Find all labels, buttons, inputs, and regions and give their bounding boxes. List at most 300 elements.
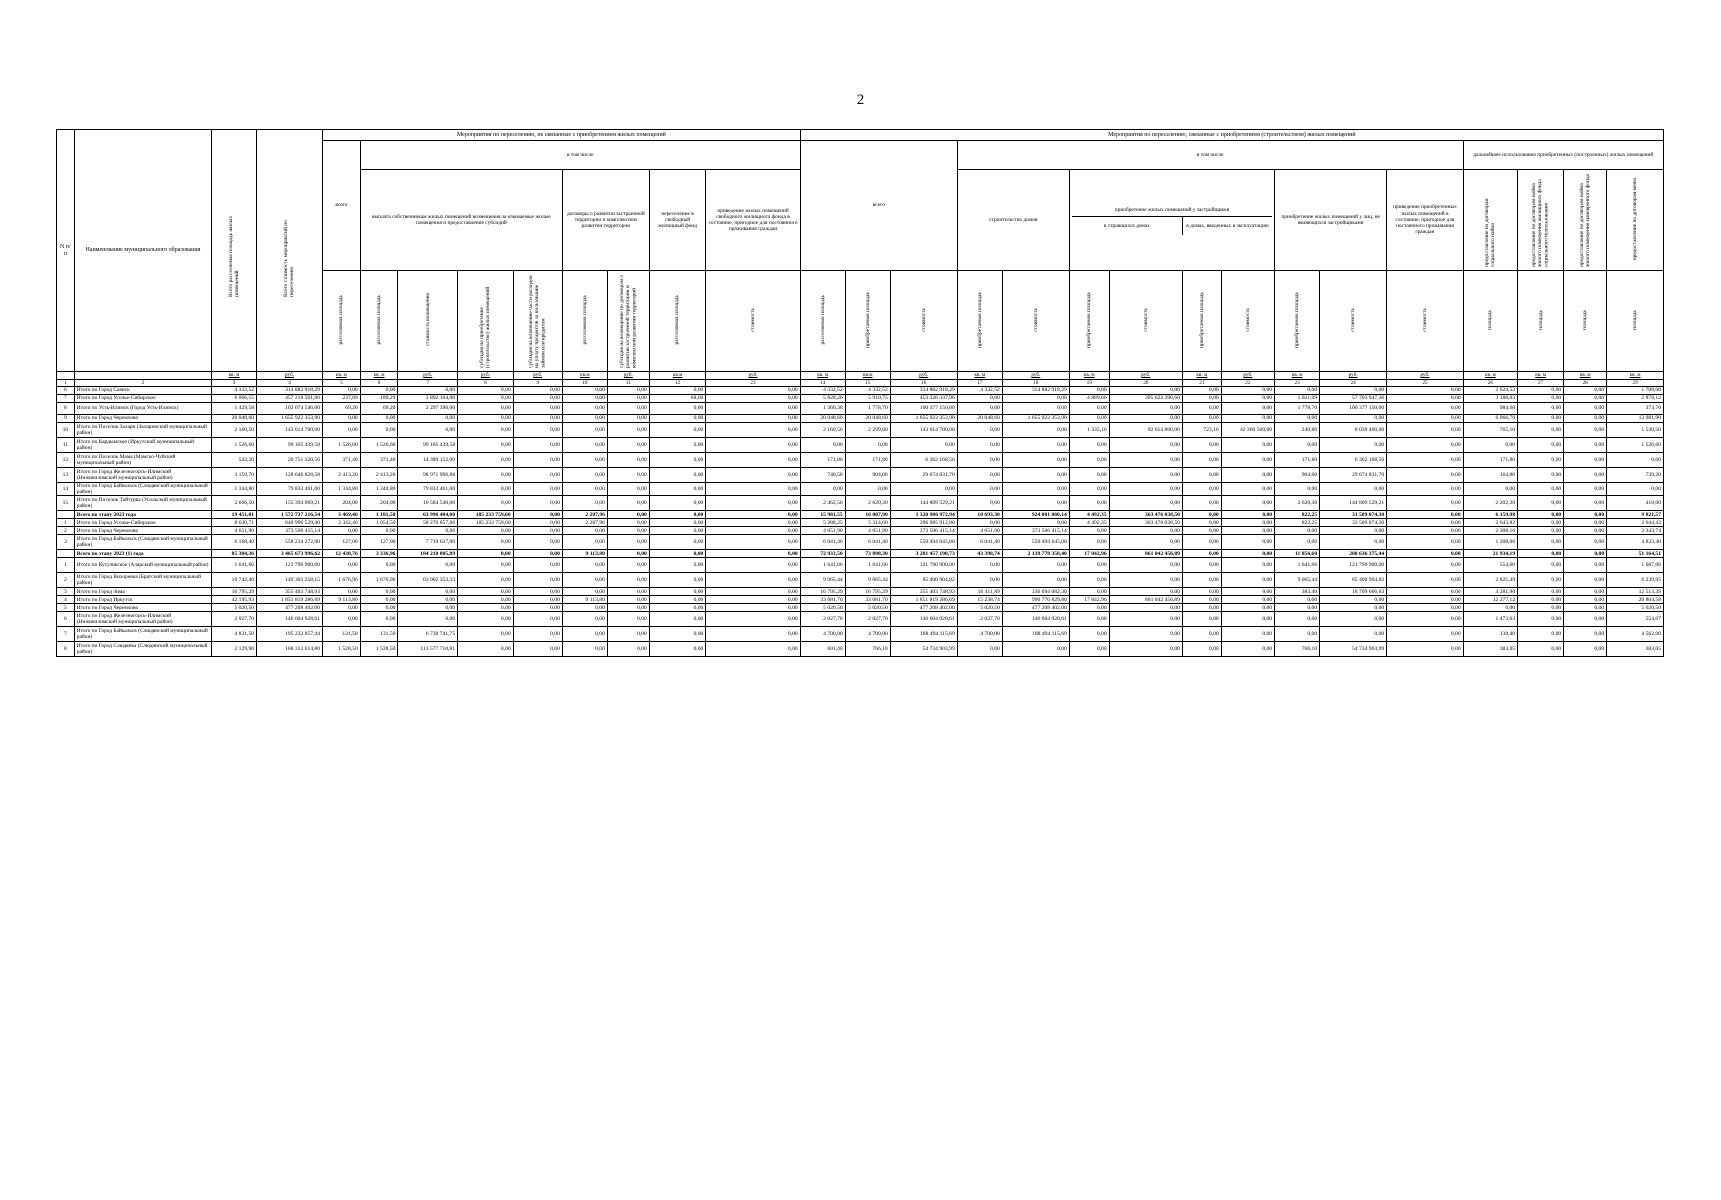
value-cell: 33 509 874,30: [1320, 511, 1387, 519]
value-cell: 113 577 710,81: [398, 642, 458, 657]
value-cell: 766,10: [845, 642, 890, 657]
value-cell: 0,00: [1387, 527, 1463, 535]
value-cell: 0,00: [1320, 527, 1387, 535]
value-cell: 0,00: [1564, 496, 1607, 511]
table-row: [57, 403, 1664, 415]
value-cell: 0,00: [1109, 387, 1182, 395]
value-cell: 1 344,80: [212, 483, 257, 496]
value-cell: 0,00: [1387, 468, 1463, 483]
value-cell: 395 622 390,60: [1109, 395, 1182, 403]
value-cell: 0,00: [1518, 415, 1564, 423]
value-cell: 6 159,98: [1463, 511, 1517, 519]
municipality-name-cell: Итого по Город Черемхово: [74, 415, 211, 423]
value-cell: 1 641,66: [1275, 558, 1320, 573]
value-cell: 0,00: [458, 604, 514, 612]
municipality-name-cell: Итого по Город Байкальск (Слюдянский муниципальный район): [74, 483, 211, 496]
value-cell: 0,00: [513, 387, 562, 395]
column-number-cell: 16: [890, 379, 957, 387]
value-cell: 144 809 529,21: [1320, 496, 1387, 511]
value-cell: 0,00: [706, 596, 800, 604]
value-cell: 0,00: [1387, 596, 1463, 604]
value-cell: 904,00: [845, 468, 890, 483]
value-cell: 0,00: [562, 627, 607, 642]
value-cell: 396 985 912,80: [890, 519, 957, 527]
value-cell: 0,00: [1221, 558, 1274, 573]
value-cell: 4 651,90: [957, 527, 1002, 535]
unit-cell: руб.: [1387, 372, 1463, 380]
value-cell: 0,00: [1564, 519, 1607, 527]
column-number-cell: 7: [398, 379, 458, 387]
row-number-cell: [57, 511, 75, 519]
value-cell: 0,00: [513, 415, 562, 423]
value-cell: 371,40: [323, 453, 361, 468]
municipality-name-cell: Итого по Кутуликское (Аларский муниципальный район): [74, 558, 211, 573]
value-cell: 550 494 645,00: [1002, 535, 1069, 550]
value-cell: 0,00: [1221, 415, 1274, 423]
table-row: [57, 519, 1664, 527]
column-number-cell: 3: [212, 379, 257, 387]
value-cell: 0,00: [1221, 387, 1274, 395]
value-cell: 0,00: [458, 453, 514, 468]
value-cell: 0,00: [706, 403, 800, 415]
value-cell: 0,00: [957, 573, 1002, 588]
value-cell: 2 462,50: [800, 496, 845, 511]
value-cell: 0,00: [800, 438, 845, 453]
unit-cell: кв. м: [360, 372, 398, 380]
value-cell: 0,00: [562, 483, 607, 496]
value-cell: 10 693,30: [957, 511, 1002, 519]
row-number-cell: 7: [57, 627, 75, 642]
value-cell: 0,00: [513, 642, 562, 657]
leaf-header-9: субсидия на возмещение части расходов на уплату процентов за пользование займом или кредитом: [513, 271, 562, 372]
value-cell: 0,00: [706, 395, 800, 403]
value-cell: 20 048,60: [957, 415, 1002, 423]
value-cell: 0,00: [1518, 558, 1564, 573]
group-header-commercial: предоставление по договорам найма жилого помещения жилищного фонда социального использования: [1518, 170, 1564, 271]
value-cell: 5 910,75: [845, 395, 890, 403]
value-cell: 0,00: [562, 403, 607, 415]
value-cell: 0,00: [706, 527, 800, 535]
column-number-cell: 10: [562, 379, 607, 387]
value-cell: 0,00: [398, 596, 458, 604]
group-header-acq-built: в домах, введенных в эксплуатацию: [1186, 222, 1269, 229]
value-cell: 0,00: [1069, 535, 1109, 550]
value-cell: 6 362 168,56: [890, 453, 957, 468]
value-cell: 984,68: [1463, 403, 1517, 415]
value-cell: 0,00: [360, 387, 398, 395]
table-row: [57, 535, 1664, 550]
value-cell: 0,00: [1564, 550, 1607, 558]
value-cell: 16 795,29: [800, 588, 845, 596]
row-number-cell: 6: [57, 387, 75, 395]
unit-cell: руб.: [607, 372, 649, 380]
value-cell: 0,00: [649, 415, 706, 423]
value-cell: 0,00: [1002, 453, 1069, 468]
value-cell: 57 703 947,36: [1320, 395, 1387, 403]
value-cell: 0,00: [1518, 468, 1564, 483]
value-cell: 0,00: [1564, 387, 1607, 395]
value-cell: 0,00: [1069, 483, 1109, 496]
section-header-not-acquisition: Мероприятия по переселению, не связанные с приобретением жилых помещений: [323, 130, 801, 141]
value-cell: 0,00: [398, 527, 458, 535]
value-cell: 0,00: [1564, 395, 1607, 403]
value-cell: 1 429,58: [212, 403, 257, 415]
value-cell: 0,00: [1320, 387, 1387, 395]
value-cell: 0,00: [1109, 496, 1182, 511]
value-cell: 0,00: [458, 468, 514, 483]
value-cell: 0,00: [706, 588, 800, 596]
value-cell: 16 007,90: [845, 511, 890, 519]
value-cell: 0,00: [800, 483, 845, 496]
resettlement-table: [56, 129, 1664, 657]
value-cell: 0,00: [1564, 596, 1607, 604]
leaf-header-21: приобретаемая площадь: [1182, 271, 1221, 372]
value-cell: 0,00: [562, 612, 607, 627]
value-cell: 188 494 115,69: [1002, 627, 1069, 642]
value-cell: 0,00: [1221, 527, 1274, 535]
value-cell: 0,00: [1564, 483, 1607, 496]
value-cell: 0,00: [1069, 627, 1109, 642]
value-cell: 4 332,52: [845, 387, 890, 395]
column-number-cell: 12: [649, 379, 706, 387]
value-cell: 1 708,00: [1607, 387, 1664, 395]
value-cell: 6 239,95: [1607, 573, 1664, 588]
value-cell: 0,00: [458, 558, 514, 573]
value-cell: 0,00: [607, 468, 649, 483]
value-cell: 29 674 831,70: [890, 468, 957, 483]
col-header-total-cost: Всего стоимость мероприятий по переселению: [257, 130, 323, 372]
value-cell: 9 065,44: [800, 573, 845, 588]
table-total-row: [57, 511, 1664, 519]
value-cell: 1 473,63: [1463, 612, 1517, 627]
value-cell: 0,00: [1564, 527, 1607, 535]
value-cell: 924 001 060,14: [1002, 511, 1069, 519]
value-cell: 0,00: [513, 519, 562, 527]
value-cell: 0,00: [1002, 558, 1069, 573]
value-cell: 371,40: [360, 453, 398, 468]
value-cell: 0,00: [1109, 558, 1182, 573]
value-cell: 0,00: [1275, 527, 1320, 535]
value-cell: 4 833,40: [1607, 535, 1664, 550]
value-cell: 0,00: [1221, 519, 1274, 527]
unit-cell: кв. м: [323, 372, 361, 380]
group-header-maneuver: предоставление по договорам найма жилого помещения маневренного фонда: [1564, 170, 1607, 271]
value-cell: 92 614 800,00: [1109, 423, 1182, 438]
value-cell: 0,00: [513, 535, 562, 550]
table-total-row: [57, 550, 1664, 558]
value-cell: 2 297 396,00: [398, 403, 458, 415]
table-row: [57, 496, 1664, 511]
value-cell: 0,00: [706, 453, 800, 468]
municipality-name-cell: Всего по этапу 2023 года: [74, 511, 211, 519]
value-cell: 0,00: [323, 415, 361, 423]
value-cell: 16 411,89: [957, 588, 1002, 596]
value-cell: 2 413,20: [323, 468, 361, 483]
value-cell: 3 892 164,00: [398, 395, 458, 403]
value-cell: 0,00: [649, 558, 706, 573]
value-cell: 20 048,60: [845, 415, 890, 423]
value-cell: 0,00: [562, 642, 607, 657]
value-cell: 2 202,30: [1463, 496, 1517, 511]
column-number-cell: 14: [800, 379, 845, 387]
value-cell: 54 734 903,99: [1320, 642, 1387, 657]
value-cell: 0,00: [1518, 604, 1564, 612]
value-cell: 0,00: [706, 573, 800, 588]
value-cell: 146 604 928,61: [890, 612, 957, 627]
value-cell: 0,00: [1387, 496, 1463, 511]
value-cell: 0,00: [607, 527, 649, 535]
value-cell: 143 014 700,00: [257, 423, 323, 438]
value-cell: 0,00: [458, 403, 514, 415]
value-cell: 15 981,55: [800, 511, 845, 519]
value-cell: 0,00: [1518, 573, 1564, 588]
value-cell: 0,00: [1275, 612, 1320, 627]
value-cell: 0,00: [649, 438, 706, 453]
value-cell: 0,00: [1069, 403, 1109, 415]
value-cell: 0,00: [1275, 596, 1320, 604]
value-cell: 314 882 918,29: [1002, 387, 1069, 395]
table-row: [57, 438, 1664, 453]
value-cell: 0,00: [513, 511, 562, 519]
value-cell: 69,20: [360, 403, 398, 415]
value-cell: 0,00: [1002, 395, 1069, 403]
value-cell: 0,00: [1221, 511, 1274, 519]
leaf-header-5: расселяемая площадь: [323, 271, 361, 372]
leaf-header-6: расселяемая площадь: [360, 271, 398, 372]
group-header-buyout: выплата собственникам жилых помещений возмещения за изымаемые жилые помещения и предоставление субсидий: [360, 170, 562, 271]
municipality-name-cell: Итого по Город Иркутск: [74, 596, 211, 604]
value-cell: 127,00: [323, 535, 361, 550]
row-number-cell: 9: [57, 415, 75, 423]
table-row: [57, 612, 1664, 627]
value-cell: 1 526,60: [360, 438, 398, 453]
unit-cell: кв.м: [562, 372, 607, 380]
value-cell: 2 624,52: [1463, 387, 1517, 395]
value-cell: 0,00: [1564, 468, 1607, 483]
value-cell: 0,00: [1221, 596, 1274, 604]
column-number-cell: 1: [57, 379, 75, 387]
value-cell: 0,00: [1002, 403, 1069, 415]
value-cell: 477 208 402,00: [1002, 604, 1069, 612]
value-cell: 42 360 500,00: [1221, 423, 1274, 438]
value-cell: 0,00: [458, 627, 514, 642]
value-cell: 0,00: [1221, 588, 1274, 596]
column-number-cell: 6: [360, 379, 398, 387]
municipality-name-cell: Итого по Город Байкальск (Слюдянский муниципальный район): [74, 627, 211, 642]
value-cell: 861 042 456,89: [1109, 550, 1182, 558]
value-cell: 373,70: [1607, 403, 1664, 415]
value-cell: 5 020,50: [957, 604, 1002, 612]
row-number-cell: 6: [57, 612, 75, 627]
value-cell: 0,00: [1182, 612, 1221, 627]
value-cell: 0,00: [957, 403, 1002, 415]
value-cell: 0,00: [1069, 438, 1109, 453]
value-cell: 0,00: [513, 468, 562, 483]
value-cell: 0,00: [607, 573, 649, 588]
leaf-header-11: субсидия на возмещение по договорам о развитии застроенной территории и комплексном развитии территорий: [607, 271, 649, 372]
value-cell: 0,00: [1182, 403, 1221, 415]
municipality-name-cell: Итого по Поселок Тайтурка (Усольский муниципальный район): [74, 496, 211, 511]
value-cell: 0,00: [1221, 468, 1274, 483]
value-cell: 0,00: [1221, 573, 1274, 588]
group-header-bringing-acquired: приведение приобретенных жилых помещений в состояние, пригодное для постоянного проживания граждан: [1387, 170, 1463, 271]
value-cell: 0,00: [458, 423, 514, 438]
unit-cell: кв. м: [800, 372, 845, 380]
value-cell: 0,00: [1387, 415, 1463, 423]
leaf-header-27: площадь: [1518, 271, 1564, 372]
value-cell: 1 778,70: [1275, 403, 1320, 415]
value-cell: 144 809 529,21: [890, 496, 957, 511]
unit-cell: руб.: [1002, 372, 1069, 380]
value-cell: 640 996 529,40: [257, 519, 323, 527]
value-cell: 4 562,00: [1607, 627, 1664, 642]
value-cell: 5 020,50: [212, 604, 257, 612]
value-cell: 20 048,60: [212, 415, 257, 423]
value-cell: 171,80: [845, 453, 890, 468]
value-cell: 0,00: [513, 627, 562, 642]
value-cell: 0,00: [562, 453, 607, 468]
leaf-header-19: приобретаемая площадь: [1069, 271, 1109, 372]
value-cell: 0,00: [398, 387, 458, 395]
value-cell: 2 643,82: [1463, 519, 1517, 527]
value-cell: 0,00: [1069, 604, 1109, 612]
municipality-name-cell: Итого по Город Черемхово: [74, 527, 211, 535]
value-cell: 0,00: [513, 453, 562, 468]
value-cell: 0,00: [1002, 438, 1069, 453]
value-cell: 861 042 456,89: [1109, 596, 1182, 604]
group-header-acquisition-split: [1072, 217, 1272, 235]
value-cell: 1 528,50: [323, 642, 361, 657]
column-number-cell: 15: [845, 379, 890, 387]
unit-cell: [74, 372, 211, 380]
value-cell: 5 288,25: [800, 519, 845, 527]
value-cell: 0,00: [458, 588, 514, 596]
column-number-cell: 4: [257, 379, 323, 387]
value-cell: 0,00: [706, 550, 800, 558]
value-cell: 12 513,39: [1607, 588, 1664, 596]
value-cell: 0,00: [649, 604, 706, 612]
value-cell: 0,00: [1518, 588, 1564, 596]
value-cell: 4 700,00: [800, 627, 845, 642]
value-cell: 0,00: [607, 604, 649, 612]
value-cell: 0,00: [1002, 483, 1069, 496]
value-cell: 5 828,26: [800, 395, 845, 403]
row-number-cell: 4: [57, 596, 75, 604]
group-header-acq-building: в строящихся домах: [1072, 217, 1183, 235]
unit-cell: руб.: [706, 372, 800, 380]
value-cell: 0,00: [323, 588, 361, 596]
value-cell: 14 389 152,00: [398, 453, 458, 468]
column-number-cell: 29: [1607, 379, 1664, 387]
value-cell: 6 041,40: [800, 535, 845, 550]
row-number-cell: 15: [57, 496, 75, 511]
value-cell: 0,00: [1069, 415, 1109, 423]
value-cell: 0,00: [1221, 642, 1274, 657]
value-cell: 0,00: [1275, 387, 1320, 395]
value-cell: 2 299,00: [845, 423, 890, 438]
group-header-bringing: приведение жилых помещений свободного жилищного фонда в состояние, пригодное для постоянного проживания граждан: [706, 170, 800, 271]
value-cell: 100 377 150,00: [890, 403, 957, 415]
value-cell: 0,00: [706, 627, 800, 642]
value-cell: 0,00: [607, 642, 649, 657]
unit-cell: кв.м: [649, 372, 706, 380]
value-cell: 0,00: [458, 438, 514, 453]
value-cell: 17 842,96: [1069, 596, 1109, 604]
leaf-header-16: стоимость: [890, 271, 957, 372]
value-cell: 189,29: [360, 395, 398, 403]
value-cell: 0,00: [1320, 438, 1387, 453]
value-cell: 0,00: [1275, 438, 1320, 453]
value-cell: 121 790 900,00: [1320, 558, 1387, 573]
value-cell: 17 842,96: [1069, 550, 1109, 558]
value-cell: 0,00: [398, 558, 458, 573]
value-cell: 0,00: [1387, 612, 1463, 627]
value-cell: 0,00: [1518, 453, 1564, 468]
unit-cell: кв. м: [1607, 372, 1664, 380]
value-cell: 0,00: [607, 550, 649, 558]
leaf-header-23: приобретаемая площадь: [1275, 271, 1320, 372]
value-cell: 0,00: [562, 573, 607, 588]
value-cell: 33 081,70: [845, 596, 890, 604]
column-number-cell: 22: [1221, 379, 1274, 387]
value-cell: 8 630,71: [212, 519, 257, 527]
table-row: [57, 453, 1664, 468]
value-cell: 1 181,50: [360, 511, 398, 519]
value-cell: 0,00: [706, 535, 800, 550]
value-cell: 0,00: [1182, 627, 1221, 642]
section-header-acquisition: Мероприятия по переселению, связанные с приобретением (строительством) жилых помещений: [800, 130, 1663, 141]
value-cell: 0,00: [706, 511, 800, 519]
value-cell: 0,00: [607, 519, 649, 527]
value-cell: 2 620,30: [845, 496, 890, 511]
value-cell: 6 738 741,75: [398, 627, 458, 642]
value-cell: 373 506 415,14: [890, 527, 957, 535]
leaf-header-10: расселяемая площадь: [562, 271, 607, 372]
value-cell: 0,00: [1069, 468, 1109, 483]
value-cell: 7 719 627,00: [398, 535, 458, 550]
value-cell: 2 027,70: [800, 612, 845, 627]
value-cell: 0,00: [1320, 612, 1387, 627]
value-cell: 29 674 831,70: [1320, 468, 1387, 483]
leaf-header-12: расселяемая площадь: [649, 271, 706, 372]
value-cell: 0,00: [1518, 387, 1564, 395]
value-cell: 0,00: [607, 558, 649, 573]
value-cell: 477 208 402,00: [890, 604, 957, 612]
value-cell: 0,00: [1518, 535, 1564, 550]
value-cell: 554,07: [1607, 612, 1664, 627]
value-cell: 457 218 501,96: [257, 395, 323, 403]
value-cell: 19 451,01: [212, 511, 257, 519]
value-cell: 6 168,40: [212, 535, 257, 550]
value-cell: 4 332,52: [957, 387, 1002, 395]
value-cell: 0,00: [1069, 612, 1109, 627]
value-cell: 0,00: [1387, 642, 1463, 657]
value-cell: 0,00: [1109, 642, 1182, 657]
value-cell: 0,00: [1387, 423, 1463, 438]
unit-cell: руб.: [1320, 372, 1387, 380]
value-cell: 2 160,50: [212, 423, 257, 438]
unit-cell: кв. м: [1564, 372, 1607, 380]
column-number-cell: 21: [1182, 379, 1221, 387]
value-cell: 0,00: [1564, 511, 1607, 519]
value-cell: 0,00: [1564, 558, 1607, 573]
col-header-municipality: Наименование муниципального образования: [74, 130, 211, 372]
value-cell: 0,00: [1564, 403, 1607, 415]
value-cell: 63 996 484,00: [398, 511, 458, 519]
unit-cell: кв. м: [1069, 372, 1109, 380]
value-cell: 0,00: [706, 642, 800, 657]
value-cell: 0,00: [649, 588, 706, 596]
